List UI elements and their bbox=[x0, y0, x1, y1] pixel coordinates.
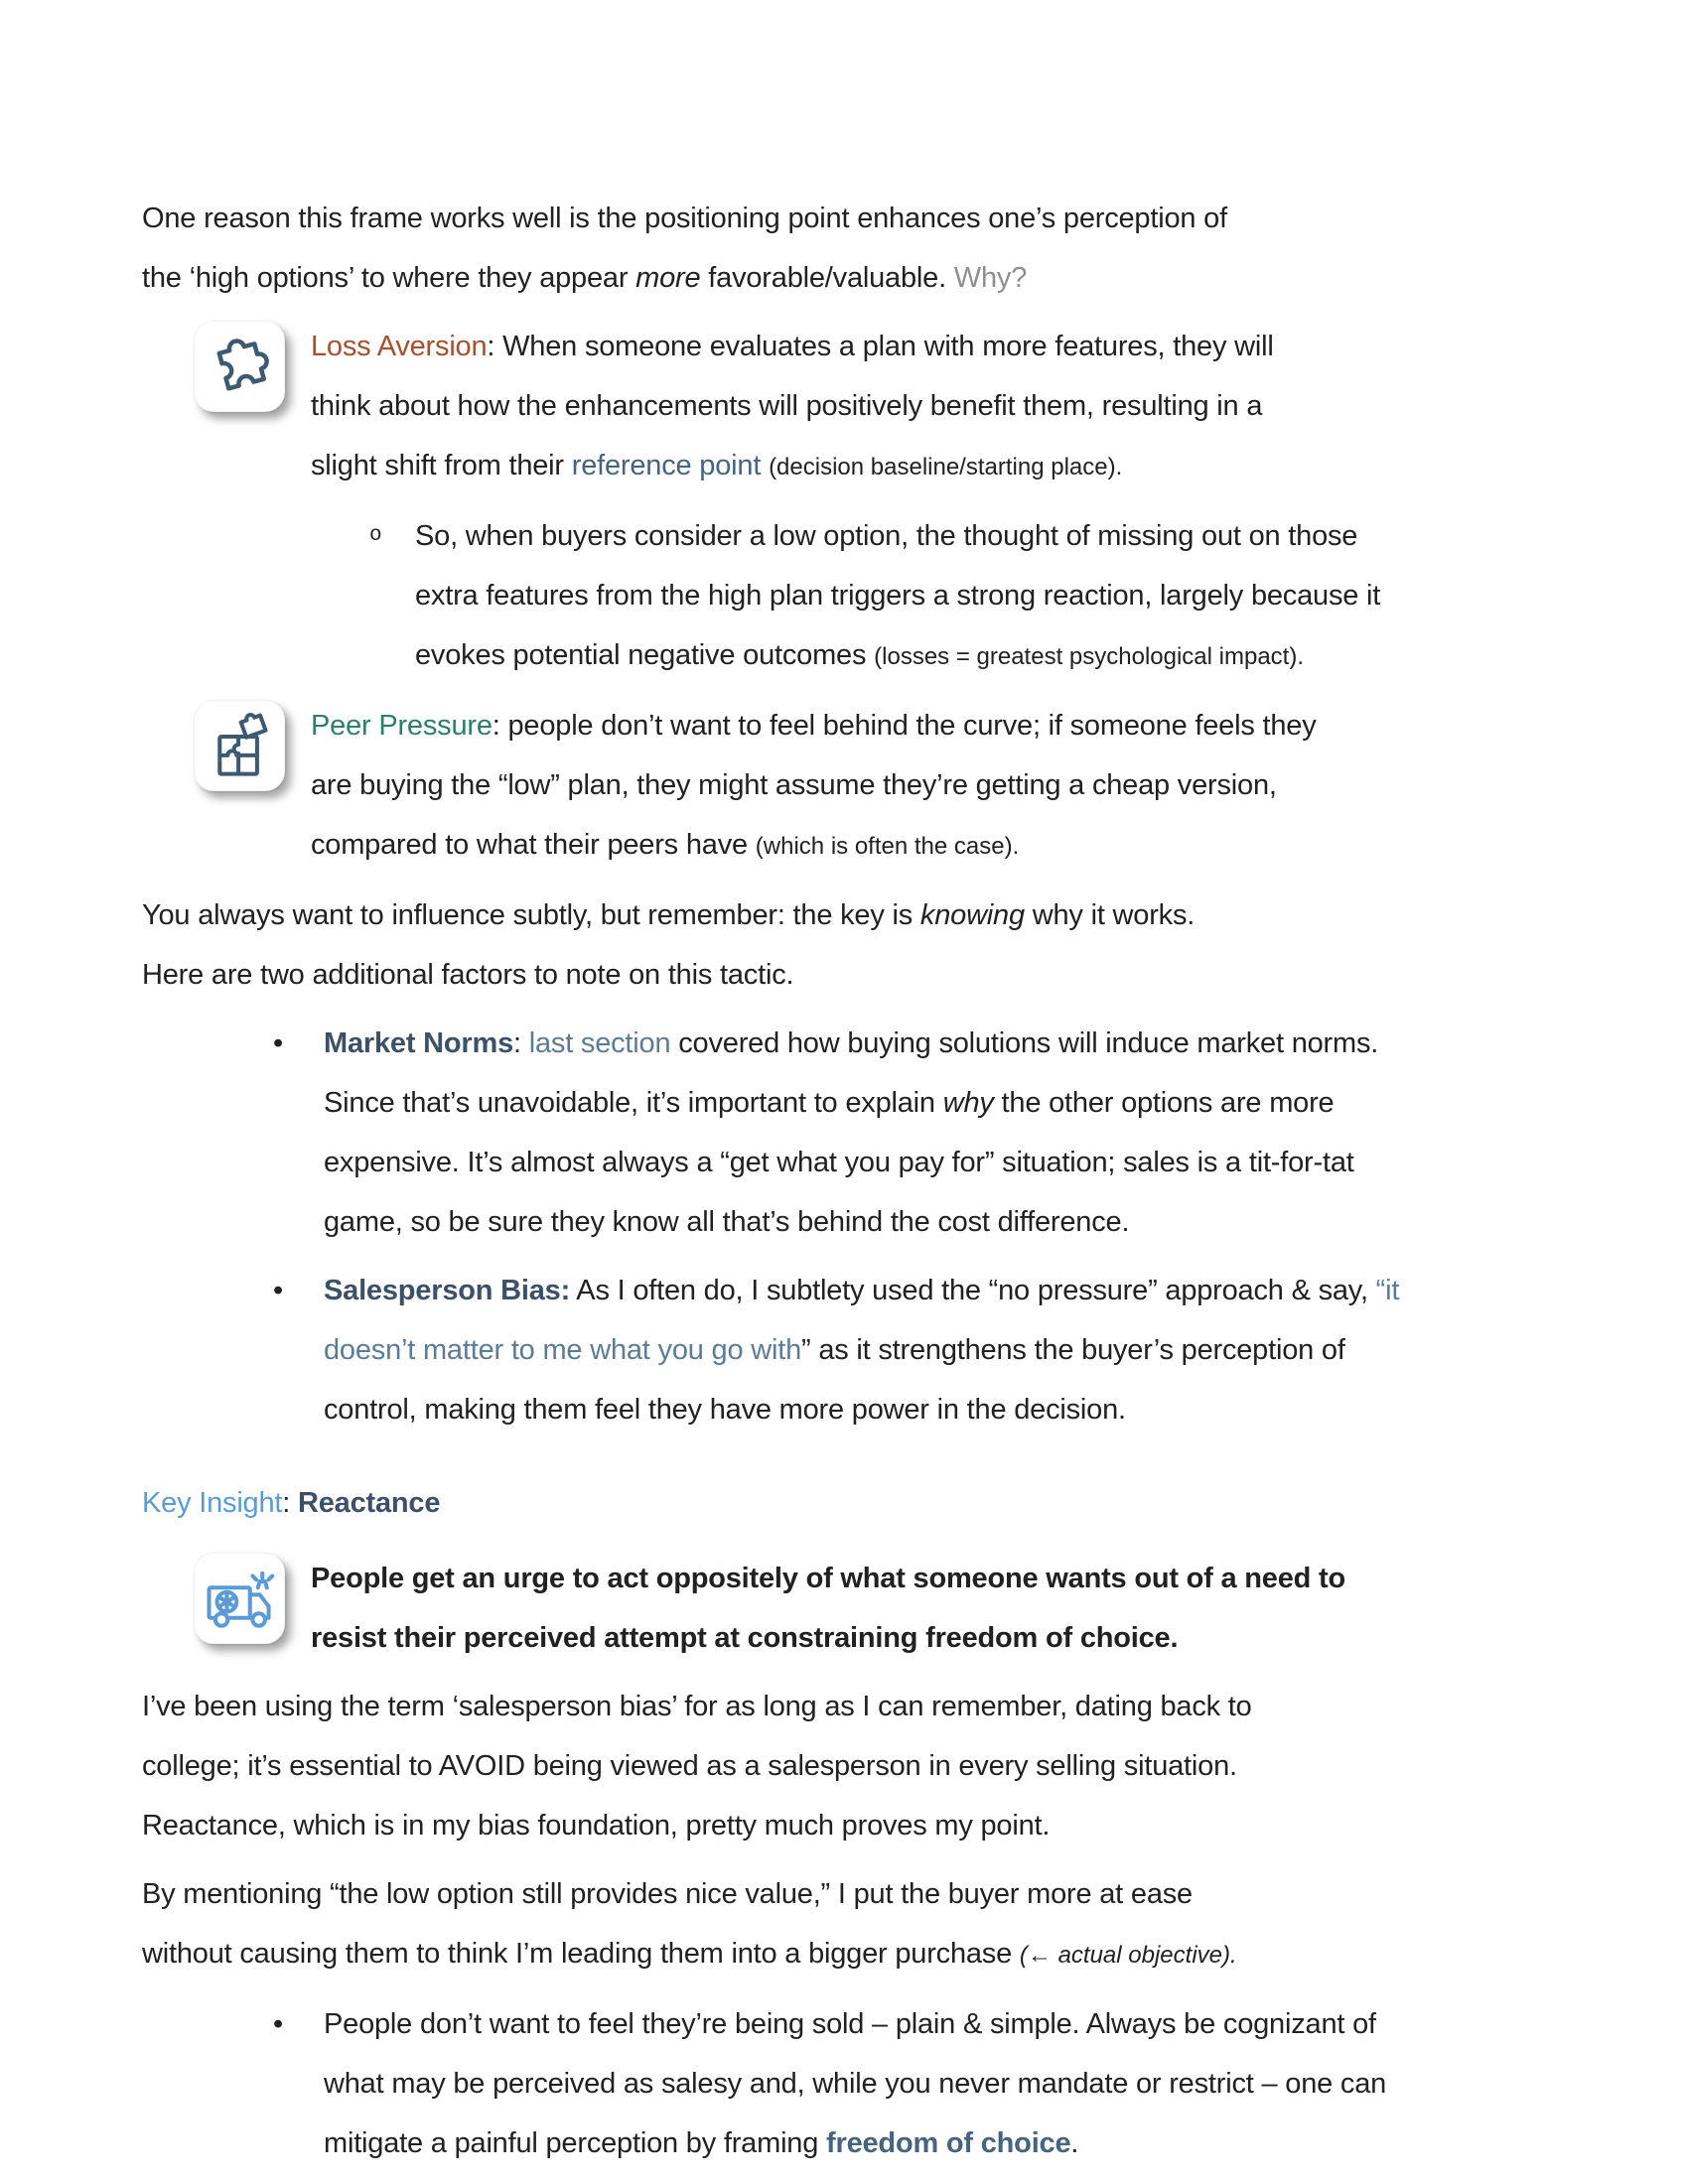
text-segment: without causing them to think I’m leading them into a bigger purchase bbox=[142, 1938, 1020, 1970]
freedom-of-choice-bullet-text bbox=[324, 1994, 1579, 2173]
bullet-marker: • bbox=[273, 1275, 283, 1306]
text-segment: covered how buying solutions will induce market norms. bbox=[670, 1027, 1379, 1059]
text-segment: As I often do, I subtlety used the “no pressure” approach & say, bbox=[570, 1275, 1376, 1306]
bullet-marker: • bbox=[273, 2008, 283, 2040]
text-segment: game, so be sure they know all that’s behind the cost difference. bbox=[324, 1206, 1130, 1238]
text-segment: reference point bbox=[571, 450, 762, 481]
text-segment: compared to what their peers have bbox=[311, 829, 756, 861]
text-segment: Peer Pressure bbox=[311, 710, 492, 742]
text-segment: expensive. It’s almost always a “get what you pay for” situation; sales is a tit-for-tat bbox=[324, 1147, 1354, 1178]
text-segment: knowing bbox=[919, 899, 1025, 931]
text-segment: extra features from the high plan triggers a strong reaction, largely because it bbox=[415, 580, 1381, 612]
puzzle-piece-icon bbox=[194, 321, 285, 412]
text-segment: Reactance bbox=[298, 1487, 441, 1519]
text-segment: : bbox=[513, 1027, 529, 1059]
text-segment: why bbox=[942, 1087, 994, 1119]
peer-pressure-item-text bbox=[311, 696, 1579, 877]
intro-paragraph-text bbox=[142, 189, 1579, 308]
text-segment: Market Norms bbox=[324, 1027, 513, 1059]
text-segment: the other options are more bbox=[993, 1087, 1335, 1119]
market-norms-bullet-text bbox=[324, 1014, 1579, 1252]
loss-aversion-item-text bbox=[311, 317, 1579, 497]
key-insight-heading bbox=[142, 1473, 1579, 1533]
text-segment: what may be perceived as salesy and, while you never mandate or restrict – one can bbox=[324, 2068, 1387, 2100]
text-segment: “it bbox=[1375, 1275, 1400, 1306]
text-segment: resist their perceived attempt at constraining freedom of choice. bbox=[311, 1622, 1179, 1654]
text-segment: You always want to influence subtly, but remember: the key is bbox=[142, 899, 920, 931]
text-segment: Here are two additional factors to note on this tactic. bbox=[142, 959, 794, 991]
peer-pressure-item bbox=[142, 696, 1579, 877]
text-segment: I’ve been using the term ‘salesperson bias’ for as long as I can remember, dating back to bbox=[142, 1691, 1252, 1722]
text-segment: Why? bbox=[953, 262, 1028, 294]
text-segment: more bbox=[635, 262, 701, 294]
text-segment: freedom of choice bbox=[826, 2127, 1071, 2159]
loss-aversion-sub-bullet bbox=[142, 506, 1579, 687]
text-segment: mitigate a painful perception by framing bbox=[324, 2127, 827, 2159]
ambulance-icon bbox=[194, 1553, 285, 1644]
sub-bullet-marker: o bbox=[369, 524, 382, 547]
salesperson-bias-bullet-text bbox=[324, 1261, 1579, 1439]
text-segment: . bbox=[1070, 2127, 1079, 2159]
text-segment: last section bbox=[528, 1027, 671, 1059]
text-segment: : bbox=[282, 1487, 298, 1519]
freedom-of-choice-bullet bbox=[142, 1994, 1579, 2173]
text-segment: By mentioning “the low option still provides nice value,” I put the buyer more at ease bbox=[142, 1878, 1193, 1910]
text-segment: : people don’t want to feel behind the curve; if someone feels they bbox=[492, 710, 1317, 742]
text-segment: why it works. bbox=[1024, 899, 1196, 931]
salesperson-bias-bullet bbox=[142, 1261, 1579, 1439]
reactance-item bbox=[142, 1549, 1579, 1668]
influence-paragraph-text bbox=[142, 886, 1579, 1005]
intro-paragraph bbox=[142, 189, 1579, 308]
text-segment: Reactance, which is in my bias foundation, pretty much proves my point. bbox=[142, 1810, 1051, 1842]
key-insight-heading-text bbox=[142, 1473, 1579, 1533]
text-segment: (decision baseline/starting place). bbox=[769, 454, 1123, 480]
text-segment: People get an urge to act oppositely of what someone wants out of a need to bbox=[311, 1563, 1345, 1594]
low-option-paragraph bbox=[142, 1864, 1579, 1985]
text-segment: Salesperson Bias: bbox=[324, 1275, 571, 1306]
loss-aversion-item bbox=[142, 317, 1579, 497]
market-norms-bullet bbox=[142, 1014, 1579, 1252]
text-segment: slight shift from their bbox=[311, 450, 572, 481]
text-segment: control, making them feel they have more power in the decision. bbox=[324, 1394, 1126, 1426]
text-segment bbox=[761, 450, 769, 481]
text-segment: : When someone evaluates a plan with more features, they will bbox=[487, 331, 1274, 362]
text-segment: college; it’s essential to AVOID being viewed as a salesperson in every selling situation. bbox=[142, 1750, 1237, 1782]
text-segment: Since that’s unavoidable, it’s important to explain bbox=[324, 1087, 943, 1119]
text-segment: So, when buyers consider a low option, the thought of missing out on those bbox=[415, 520, 1358, 552]
low-option-paragraph-text bbox=[142, 1864, 1579, 1985]
loss-aversion-sub-bullet-text bbox=[415, 506, 1579, 687]
text-segment: (losses = greatest psychological impact). bbox=[874, 643, 1304, 670]
text-segment: are buying the “low” plan, they might assume they’re getting a cheap version, bbox=[311, 769, 1277, 801]
text-segment: favorable/valuable. bbox=[700, 262, 954, 294]
text-segment: People don’t want to feel they’re being sold – plain & simple. Always be cognizant of bbox=[324, 2008, 1376, 2040]
text-segment: Key Insight bbox=[142, 1487, 283, 1519]
text-segment: Loss Aversion bbox=[311, 331, 488, 362]
text-segment: think about how the enhancements will positively benefit them, resulting in a bbox=[311, 390, 1263, 422]
reactance-item-text bbox=[311, 1549, 1579, 1668]
puzzle-group-icon bbox=[194, 700, 285, 791]
salesperson-term-paragraph bbox=[142, 1677, 1579, 1855]
text-segment: (← actual objective). bbox=[1019, 1942, 1237, 1969]
salesperson-term-paragraph-text bbox=[142, 1677, 1579, 1855]
bullet-marker: • bbox=[273, 1027, 283, 1059]
text-segment: One reason this frame works well is the positioning point enhances one’s perception of bbox=[142, 203, 1227, 234]
text-segment: the ‘high options’ to where they appear bbox=[142, 262, 636, 294]
text-segment: ” as it strengthens the buyer’s perception of bbox=[801, 1334, 1345, 1366]
text-segment: evokes potential negative outcomes bbox=[415, 639, 875, 671]
text-segment: doesn’t matter to me what you go with bbox=[324, 1334, 802, 1366]
influence-paragraph bbox=[142, 886, 1579, 1005]
text-segment: (which is often the case). bbox=[755, 833, 1020, 860]
